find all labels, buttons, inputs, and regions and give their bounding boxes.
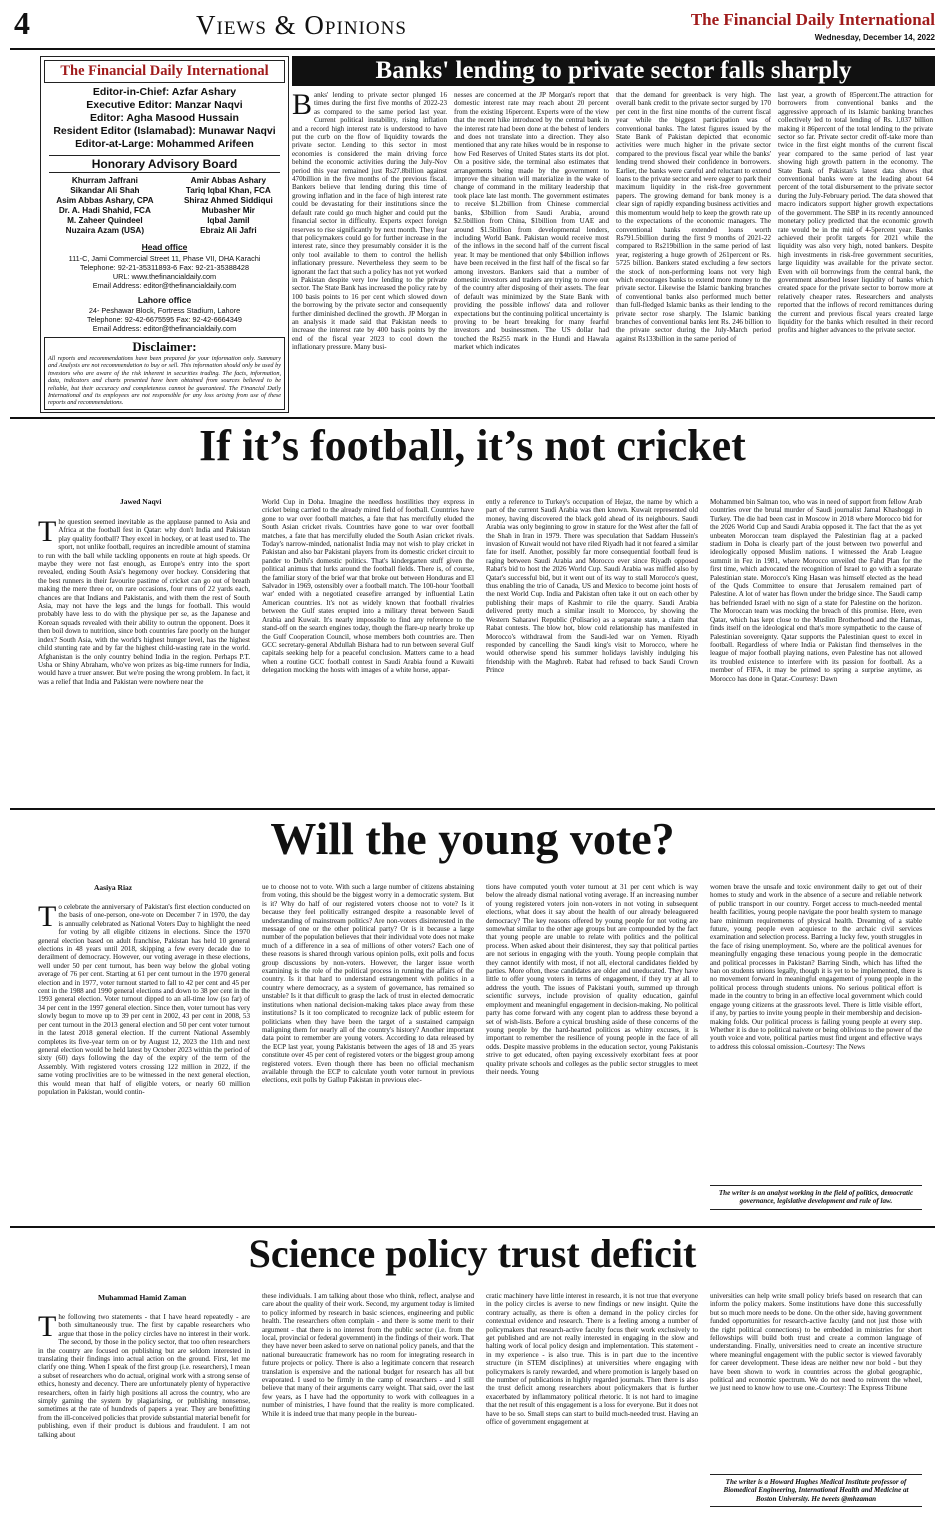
board-member: Mubasher Mir	[201, 206, 255, 215]
article-headline: Banks' lending to private sector falls sharply	[292, 56, 935, 86]
lahore-office-title: Lahore office	[137, 295, 192, 305]
article-column-text: anks' lending to private sector plunged 16 times during the first five months of 2022-23 as compared to the same period last year. Current political instability, rising inflation and a record high interest rate is understood to have put the curb on the flow of liquidity towards the private sector. Lending to this sector in most economies is considered the main driving force behind the economic activities during the July-Nov period this year remained just Rs27.8billion against 470billion in the five months of the previous fiscal. Bankers believe that lending during this time of growing inflation and in the face of high interest rate could be devastating for their institutions since the default rate could go much higher and could put the financial sector in difficulty. Experts expect foreign reserves to rise significantly by next month. They fear that policymakers could go for further increase in the interest rate, since they presumably consider it is the only tool available to them to control the hellish inflationary pressure. Nevertheless they seem to be ignorant the fact that such a policy has not yet worked in Pakistan despite very low lending to the private sector. The State Bank has increased the policy rate by 100 basis points to 16 per cent which slowed down the borrowing by the private sector and consequently further diminished declined the growth. JP Morgan in an analysis it made said that Pakistan needs to increase the interest rate by 400 basis points by the end of the fiscal year 2023 to cool down the inflationary pressure. Many busi-	[292, 91, 447, 352]
board-member: Asim Abbas Ashary, CPA	[56, 196, 154, 205]
board-member: Iqbal Jamil	[207, 216, 250, 225]
article-column-text: that the demand for greenback is very high. The overall bank credit to the private sector surged by 170 per cent in the first nine months of the current fiscal year while the biggest participation was of conventional banks. The latest figures issued by the State Bank of Pakistan depicted that economic activities were much higher in the private sector compared to the previous fiscal year while the banks' lending trend showed their confidence in borrowers. Earlier, the banks were careful and reluctant to extend loans to the private sector and were eager to park their maximum liquidity in the risk-free government papers. The growing demand for bank money is a clear sign of rapidly expanding business activities and this momentum would help to keep the growth rate up to the expectations of the economic managers. The conventional banks extended loans worth Rs791.5billion during the first 9 months of 2021-22 compared to Rs219billion in the same period of last year, registering a huge growth of 261percent or Rs. 5725 billion. Bankers stated excluding a few sectors the stock of non-performing loans not very high which encourages banks to extend more money to the private sector. Likewise the Islamic banking branches of conventional banks also performed much better than full-fledged Islamic banks as their lending to the private sector rose sharply. The Islamic banking branches of conventional banks lent Rs. 246 billion to the private sector during the July-March period against Rs133billion in the same period of	[616, 91, 771, 343]
board-member: Amir Abbas Ashary	[190, 176, 267, 185]
header-date: Wednesday, December 14, 2022	[814, 33, 935, 42]
article-banks-lending	[292, 56, 935, 413]
disclaimer-title: Disclaimer:	[132, 339, 197, 354]
disclaimer-box	[44, 337, 285, 410]
article-column	[292, 91, 447, 411]
article-column-text: he following two statements - that I have heard repeatedly - are both simultaneously true. The first by capable researchers who argue that those in the policy circles have no interest in their work. The second, by those in the policy sector, that too often researchers in the country are focused on publishing but are seldom interested in translating their findings into actual action on the ground. First, let me clarify one thing. When I speak of the first group (i.e. researchers), I mean a subset of researchers who do actual, original work with a strong sense of ethics, honesty and decency. There are unfortunately plenty of hyperactive researchers, often in fairly high positions all across the country, who are simply gaming the system by plagiarising, or publishing nonsense, sometimes at the rate of hundreds of papers a year. They are benefitting from the ill-conceived policies that provide substantial material benefit for publishing, even if their product is dubious and fraudulent. I am not talking about	[38, 1313, 250, 1439]
advisory-board-right	[184, 176, 273, 236]
advisory-board-left	[56, 176, 153, 236]
article-headline: Will the young vote?	[270, 813, 675, 864]
section-divider	[10, 417, 935, 419]
editor-line: Resident Editor (Islamabad): Munawar Naqvi	[53, 125, 276, 137]
article-headline: If it’s football, it’s not cricket	[199, 421, 746, 470]
address-line: URL: www.thefinancialdaily.com	[112, 272, 217, 281]
header-rule	[10, 48, 935, 50]
drop-cap: B	[292, 91, 313, 121]
advisory-board	[41, 176, 288, 236]
header-paper-name: The Financial Daily International	[690, 10, 935, 29]
article-column-text: Mohammed bin Salman too, who was in need of support from fellow Arab countries over the brutal murder of Saudi journalist Jamal Khashoggi in Turkey. The die had been cast in Moscow in 2018 where Morocco bid for the 2026 World Cup and Saudi Arabia opposed it. The fact that the as yet unbeaten Moroccan team displayed the Palestinian flag at a packed stadium in Doha is clearly part of the joust between two powerful and ideologically opposed Muslim nations. I witnessed the Arab League summit in Fez in 1981, where Morocco unveiled the Fahd Plan for the first time, which advocated the recognition of Israel to go with a separate Palestinian state. Morocco's King Hasan was himself elected as the head of the Quds Committee to ensure that Jerusalem remained part of Palestine. A lot of water has flown under the bridge since. The Saudi camp has befriended Israel with no sign of a state for Palestine on the horizon. The Moroccan team was mocking the breach of this promise. Here, even Qatar, which has kept close to the Muslim Brotherhood and the Hamas, finds itself on the ideological end that's more sympathetic to the cause of Palestinian sovereignty. Qatar supports the Palestinian quest to excel in football. Regardless of where India or Pakistan find themselves in the league of major football playing nations, even Palestine has not allowed its troubled existence to interfere with its passion for football. As a member of FIFA, it may be primed to spring a surprise anytime, as Morocco has done in Qatar.-Courtesy: Dawn	[710, 498, 922, 683]
article-column	[710, 498, 922, 806]
masthead-box	[40, 56, 289, 413]
drop-cap: T	[38, 903, 57, 933]
disclaimer-text: All reports and recommendations have been prepared for your information only. Summary and Analysis are not recommendation to buy or sell. This information should only be used by investors who are aware of the risk inherent in securities trading. The facts, information, data, indicators and charts presented have been obtained from sources believed to be reliable, but their accuracy and completeness cannot be guaranteed. The Financial Daily International and its employees are not responsible for any loss arising from use of these reports and recommendations.	[48, 355, 281, 407]
address-line: Email Address: editor@thefinancialdaily.com	[92, 324, 237, 333]
address-line: Email Address: editor@thefinancialdaily.com	[92, 281, 237, 290]
editor-line: Editor-in-Chief: Azfar Ashary	[92, 86, 237, 98]
article-football	[0, 420, 945, 807]
drop-cap: T	[38, 1313, 57, 1343]
board-member: M. Zaheer Quindeel	[67, 216, 143, 225]
article-column-text: o celebrate the anniversary of Pakistan's first election conducted on the basis of one-person, one-vote on December 7 in 1970, the day is annually celebrated as National Voters Day to highlight the need for voting by all eligible citizens in elections. Since the 1970 general election based on adult franchise, Pakistan has held 10 general elections in 48 years until 2018, skipping a few every decade due to derailment of democracy. However, our voting average in these elections, well under 50 per cent turnout, has been way below the global voting average of 76 per cent. Starting at 61 per cent turnout in the 1970 general election and in 1977, voter turnout started to fall to 42 per cent and 45 per cent in the 1988 and 1990 general elections and down to 38 per cent in the 1993 general election. Voter turnout dipped to an all-time low (so far) of 34 per cent in the 1997 general election. Since then, voter turnout has very slowly begun to move up to 39 per cent in 2002, 43 per cent in 2008, 53 per cent turnout in the 2013 general election and 50 per cent voter turnout in the latest 2018 general election. If the current National Assembly completes its five-year term on or by August 12, 2023 the 11th and next general election would be held latest by October 2023 within the period of sixty (60) days following the day of the expiry of the term of the Assembly. With registered voters crossing 122 million in 2022, if the same voting proclivities are to be witnessed in the next general election, this would mean that half of eligible voters, or nearly 60 million population in Pakistan, would contin-	[38, 903, 250, 1096]
board-member: Sikandar Ali Shah	[70, 186, 140, 195]
article-column-text: women brave the unsafe and toxic environment daily to get out of their homes to study and work in the absence of a secure and reliable network of public transport in our country. Forget access to much-needed mental health facilities, young people navigate the poor health system to manage bare minimum requirements of physical health. Dreaming of a stable future, young people even acquiesce to the archaic civil services examination and selection process. Barring a lucky few, youth struggles in the face of rising unemployment. So, where are the political avenues for meaningfully engaging these tenacious young people in the democratic and political processes in Pakistan? Barring Sindh, which has lifted the ban on students unions legally, though it is yet to be implemented, there is no movement forward in meaningful engagement of young people in the political process through students unions. No serious political effort is made in the country to bring in an effective local government which could engage young citizens at the grassroots level. There is little visible effort, if any, by parties to invite young people in their membership and decision-making folds. Our political process is failing young people at every step. Whether it is due to political naivete or being oblivious to the power of the youth voice and vote, political parties must find urgent and effective ways to address this colossal omission.-Courtesy: The News	[710, 883, 922, 1051]
article-column	[486, 498, 698, 806]
article-column	[38, 1313, 250, 1519]
article-column-text: cratic machinery have little interest in research, it is not true that everyone in the policy circles is averse to new findings or new insight. Quite the contrary actually, as there is often a demand in the policy circles for contextual evidence and research. There is a feeling among a number of policymakers that research-active faculty focus their work exclusively to get published and are not really interested in engaging in the slow and halting work of local policy design and implementation. This statement - in my experience - is also true. This is in part due to the incentive structure (in STEM disciplines) at universities where engaging with policymakers is rarely rewarded, and where promotion is largely based on the number of publications in highly regarded journals. Then there is also the trust deficit among researchers about policymakers that is further exacerbated by inflammatory political rhetoric. It is not hard to imagine that the net result of this engagement is a loss for everyone. But it does not have to be so. Small steps can start to build much-needed trust. Having an office of government engagement at	[486, 1292, 698, 1427]
article-column-text: nesses are concerned at the JP Morgan's report that domestic interest rate may reach about 20 percent from the existing 16percent. Experts were of the view that the recent hike introduced by the central bank in the interest rate had been done at the behest of lenders and does not translate into a direction. They also mentioned that any rate hikes would be in response to how Fed Reserves of United States starts its dot plot. On a positive side, the terminal also estimates that arrangements being made by the government to improve the situation will materialize in the wake of change of command in the military leadership that took place late last month. The government estimates to receive $1.2billion from Chinese commercial banks, $3billion from Saudi Arabia, around $2.5billion from China, $1billion from UAE and around $1.5billion from developmental lenders, including World Bank. Pakistan would receive most of the inflows in the second half of the current fiscal year. It may be mentioned that only $4billion inflows have been received in the first half of the fiscal so far among investors. Bankers said that a number of domestic investors and traders are trying to move out of the country after disposing of their assets. The fear of default was minimized by the State Bank with providing the possible inflows' data and rollover expectations but the continuing political uncertainty is proving to be heart breaking for many fearful investors and businessmen. The US dollar had touched the Rs255 mark in the Hundi and Hawala market which indicates	[454, 91, 609, 352]
advisory-board-title: Honorary Advisory Board	[49, 155, 280, 173]
head-office-title: Head office	[141, 242, 188, 252]
byline: Aasiya Riaz	[94, 883, 133, 892]
section-divider	[10, 1226, 935, 1228]
editor-line: Executive Editor: Manzar Naqvi	[86, 99, 243, 111]
article-column-text: tions have computed youth voter turnout at 31 per cent which is way below the already dismal national voting average. If an increasing number of young registered voters join non-voters in not voting in subsequent elections, what does it say about the health of our already beleaguered democracy? The key reasons offered by young people for not voting are somewhat similar to the other age groups but are compounded by the fact that young people are unable to relate with politics and the political process. When asked about their disinterest, they say that political parties are not serious in engaging with the youth. Young people complain that they cannot identify with most, if not all, electoral candidates fielded by parties. More often, these candidates are older and uneducated. They have little to offer young voters in terms of engagement, if they try at all to address the youth. The issues of Pakistani youth, summed up through scientific surveys, include provision of quality education, gainful employment and meaningful engagement in decision-making. No political party has come forward with any cogent plan to address these beyond a set of wish-lists. Before a cynical brushing aside of these concerns of the young people by the hard-hearted politicos as whiny excuses, it is important to remember the resilience of young people in the face of all odds. Despite massive problems in the education sector, young Pakistanis strive to get educated, often paying excessively exorbitant fees at poor quality private schools and colleges as the public sector struggles to meet their needs. Young	[486, 883, 698, 1076]
article-column	[38, 903, 250, 1221]
board-member: Ebraiz Ali Jafri	[200, 226, 257, 235]
article-column	[486, 1292, 698, 1519]
article-young-vote	[0, 811, 945, 1224]
article-column	[486, 883, 698, 1221]
author-credit: The writer is a Howard Hughes Medical Institute professor of Biomedical Engineering, International Health and Medicine at Boston University. He tweets @mhzaman	[710, 1474, 922, 1507]
article-column-text: universities can help write small policy briefs based on research that can inform the policy makers. Some institutions have done this successfully but so much more needs to be done. On the other side, having government funded opportunities for research-active faculty (and not just those with the right political connections) to be embedded in ministries for short fellowships will build both trust and create a common language of understanding. Finally, universities need to create an incentive structure where meaningful engagement with the public sector is viewed favorably for career development. These ideas are neither new nor bold - but they have been shown to work in countries across the global geographic, political and economic spectrum. We do not need to reinvent the wheel, we just need to know how to use one.-Courtesy: The Express Tribune	[710, 1292, 922, 1393]
article-column	[454, 91, 609, 411]
article-column-text: he question seemed inevitable as the applause panned to Asia and Africa at the football fest in Qatar: why don't India and Pakistan play quality football? They excel in hockey, or at least used to. The sport, not unlike football, requires an incredible amount of stamina to run with the ball while tackling opponents en route at high speeds. Or maybe they were not fast enough, as Europe's entry into the sport revealed, ending South Asia's hegemony over hockey. Considering that the best runners in their favourite pastime of cricket can go out of breath making the mere three or, on rare occasions, four runs of 22 yards each, chances are that Indians and Pakistanis, and with them the rest of South Asia, may not have the legs and the lungs for football. This would probably have less to do with the physique per se, as the Japanese and Korean squads revealed with their ability to outrun the opponent. Does it then boil down to nutrition, since both countries fare poorly on the hunger index? South Asia, with the world's highest hunger level, has the highest child stunting rate and by far the highest child-wasting rate in the world. Afghanistan is the only country behind India in the region. Perhaps P.T. Usha or Shiny Abraham, who've won prizes as big-time runners for India, would have a truer answer. But we're posing the wrong problem. In fact, it was a relief that India and Pakistan were nowhere near the	[38, 518, 250, 686]
article-column	[262, 1292, 474, 1519]
article-column-text: last year, a growth of 85percent.The attraction for borrowers from conventional banks and the aggressive approach of its Islamic banking branches collectively led to total lending of Rs. 1,037 billion making it 86percent of the total lending to the private sector so far. Private sector credit off-take more than twice in the first eight months of the current fiscal year compared to the same period of last year showing high growth pattern in the economy. The State Bank of Pakistan's latest data shows that conventional banks were at the leading about 64 percent of the total disbursement to the private sector during the July-February period. The data showed that macro indicators support higher growth expectations of the government. The SBP in its recently announced monetary policy predicted that the economic growth rate would be in the mid of 4-5percent year. Banks achieved their profit targets for 2021 while the liquidity was also very high, noted bankers. Despite high investments in risk-free government securities, large liquidity was available for the private sector. Even with oil borrowings from the central bank, the government absorbed lesser liquidity of banks which created space for the private sector to borrow more at relatively cheaper rates. Researchers and analysts reported that the inflows of record remittances during the current and previous fiscal years created large liquidity for the banks which resulted in their record profits and higher advances to the private sector.	[778, 91, 933, 335]
editor-line: Editor: Agha Masood Hussain	[90, 112, 239, 124]
address-line: Telephone: 92-42-6675595 Fax: 92-42-6664349	[87, 315, 242, 324]
article-column	[38, 518, 250, 806]
article-column-text: ently a reference to Turkey's occupation of Hejaz, the name by which a part of the current Saudi Arabia was then known. Kuwait represented old money, having discovered the black gold ahead of its neighbours. Saudi Arabia was only beginning to grow in stature for the West after the fall of the Shah in Iran in 1979. There was speculation that Saddam Hussein's invasion of Kuwait would not have riled Riyadh had it not feared a similar fate for itself. Another, possibly far more consequential football feud is raging between Saudi Arabia and Morocco ever since Riyadh opposed Rabat's bid to host the 2026 World Cup. Saudi Arabia was miffed also by Qatar's successful bid, but it went out of its way to stall Morocco's quest, thus enabling the trio of Canada, US and Mexico to become joint hosts of the next World Cup. India and Pakistan often take it out on each other by publishing their maps of Kashmir to rile the quarry. Saudi Arabia delivered pretty much a similar insult to Morocco, by showing the Western Saharawi Republic (Polisario) as a separate state, a claim that Rabat contests. The blow hot, blow cold relationship has manifested in Morocco's withdrawal from the Saudi-led war on Yemen. Riyadh responded by cancelling the Saudi king's visit to Morocco, where he would otherwise spend his summer holidays lavishly indulging his friendship with the Maghreb. Rabat had refused to back Saudi Crown Prince	[486, 498, 698, 675]
byline: Jawed Naqvi	[120, 497, 162, 506]
editor-line: Editor-at-Large: Mohammed Arifeen	[75, 138, 254, 150]
page-header	[0, 0, 945, 52]
article-column	[710, 1292, 922, 1472]
article-column-text: ue to choose not to vote. With such a large number of citizens abstaining from voting, this should be the biggest worry in a democratic system. But is it? Why do half of our registered voters choose not to vote? Is it because they feel politically estranged despite a reasonable level of understanding of mainstream politics? Are non-voters disinterested in the message of one or the other political party? Or is it because a large number of the population believes that their individual vote does not make much of a difference in a sea of millions of other voters? Each one of these reasons is shared through various opinion polls, exit polls and focus group discussions by non-voters. However, the larger issue worth examining is the role of the political process in running the affairs of the country. Is it that hard to understand estrangement with politics in a country where democracy, as a system of governance, has remained so unstable? Is it that difficult to grasp the lack of trust in elected democratic institutions when national decision-making takes place away from these institutions? Is it too complicated to recognize lack of public esteem for politicians when they have been the target of a sustained campaign maligning them for nearly all of the country's history? Another important data point to remember are young voters. According to data released by the ECP last year, young Pakistanis between the ages of 18 and 35 years constitute over 45 per cent of registered voters or the biggest group among registered voters. Even though there has been no official mechanism available through the ECP to calculate youth voter turnout in previous elections, exit polls by Gallup Pakistan in previous elec-	[262, 883, 474, 1085]
article-column-text: these individuals. I am talking about those who think, reflect, analyse and care about the quality of their work. Second, my argument today is limited to policy informed by research in basic sciences, engineering and public health. The researchers often complain - and there is some merit to their argument - that there is no interest from the public sector (i.e. from the local, provincial or federal government) in the findings of their work. That they have never been asked to serve on national policy panels, and that the national bureaucratic framework has no room for integrating research in future projects or policy. There is also a legitimate concern that research translation is expensive and the national budget for research has all but evaporated. I used to be firmly in the camp of researchers - and I still believe that many of their arguments carry weight. That said, over the last few years, as I have had the opportunity to work with colleagues in a number of ministries, I have found that the reality is more complicated. While it is indeed true that many people in the bureau-	[262, 1292, 474, 1418]
board-member: Khurram Jaffrani	[71, 176, 138, 185]
article-column	[262, 883, 474, 1221]
board-member: Nuzaira Azam (USA)	[65, 226, 145, 235]
board-member: Dr. A. Hadi Shahid, FCA	[58, 206, 151, 215]
article-column	[616, 91, 771, 411]
byline: Muhammad Hamid Zaman	[98, 1293, 187, 1302]
board-member: Tariq Iqbal Khan, FCA	[185, 186, 271, 195]
address-line: 111-C, Jami Commercial Street 11, Phase VII, DHA Karachi	[68, 254, 261, 263]
editor-list	[41, 86, 288, 151]
section-title: Views & Opinions	[196, 10, 407, 40]
masthead-paper-name: The Financial Daily International	[44, 60, 285, 83]
article-headline: Science policy trust deficit	[248, 1231, 697, 1276]
author-credit: The writer is an analyst working in the field of politics, democratic governance, legislative development and rule of law.	[710, 1185, 922, 1210]
article-column	[778, 91, 933, 411]
article-column	[710, 883, 922, 1183]
lahore-office-address	[41, 306, 288, 333]
section-divider	[10, 808, 935, 810]
board-member: Shiraz Ahmed Siddiqui	[183, 196, 273, 205]
page-number: 4	[14, 5, 30, 41]
article-science-policy	[0, 1229, 945, 1521]
address-line: 24- Peshawar Block, Fortress Stadium, Lahore	[88, 306, 241, 315]
drop-cap: T	[38, 518, 57, 548]
article-column-text: World Cup in Doha. Imagine the needless hostilities they express in cricket being carried to the already mired field of football. Countries have gone to war over football matches, a fate that has mercifully eluded the South Asian cricket rivals. Countries have gone to war over football matches, a fate that has mercifully eluded the South Asian cricket rivals. Today's narrow-minded, nationalist India may not wish to play cricket in Pakistan and also bar Pakistani players from its domestic cricket circuit to pander to Delhi's domestic politics. That's kindergarten stuff given the political animus that lurks around the football fields. There is, of course, the familiar story of the brief war that broke out between Honduras and El Salvador in 1969, ostensibly over a football match. The 100-hour 'football war' ended with a negotiated ceasefire arranged by influential Latin American countries. It's not as widely known that football rivalries between the Gulf states erupted into a military threat between Saudi Arabia and Kuwait. It's nearly impossible to find any reference to the stand-off on the search engines today, though the flare-up nearly broke up the Gulf Cooperation Council, whose members both countries are. Then GCC secretary-general Abdullah Bishara had to run between several Gulf capitals seeking help for a peaceful conclusion. Matters came to a head when a routine GCC football contest in Saudi Arabia found a Kuwaiti delegation mocking the hosts with images of a white horse, appar-	[262, 498, 474, 675]
head-office-address	[41, 254, 288, 290]
article-column	[262, 498, 474, 806]
address-line: Telephone: 92-21-35311893-6 Fax: 92-21-35388428	[79, 263, 250, 272]
